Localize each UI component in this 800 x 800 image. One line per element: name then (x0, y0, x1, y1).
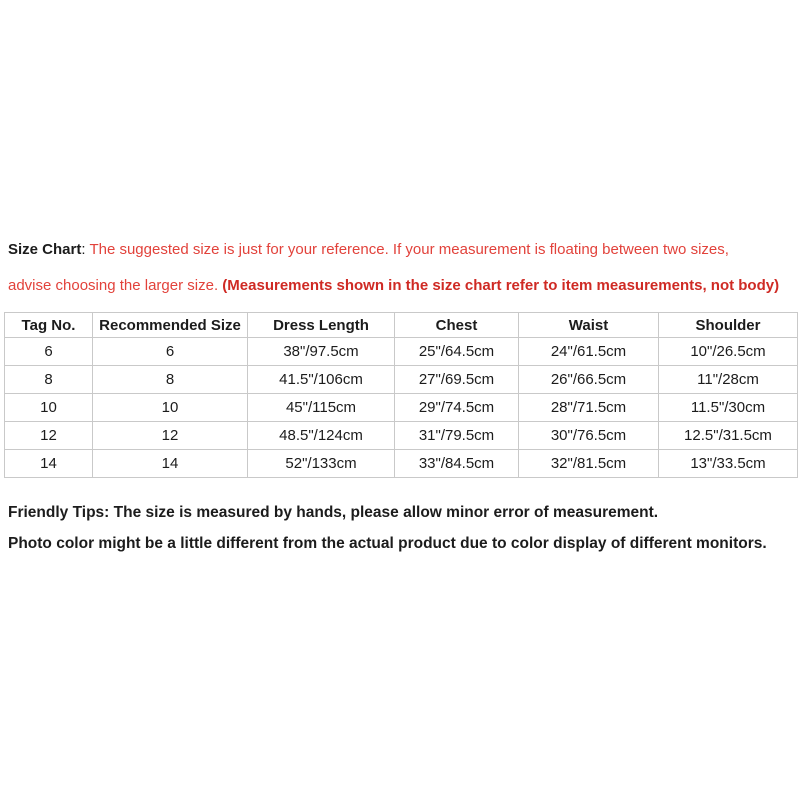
intro-text (8, 232, 796, 304)
column-header: Waist (519, 313, 659, 338)
table-cell: 8 (5, 366, 93, 394)
table-cell: 32"/81.5cm (519, 450, 659, 478)
column-header: Tag No. (5, 313, 93, 338)
table-cell: 41.5"/106cm (248, 366, 395, 394)
friendly-tips (8, 497, 796, 559)
intro-line2-bold: (Measurements shown in the size chart refer to item measurements, not body) (222, 277, 780, 294)
table-cell: 24"/61.5cm (519, 338, 659, 366)
table-cell: 10"/26.5cm (659, 338, 798, 366)
column-header: Chest (395, 313, 519, 338)
table-cell: 48.5"/124cm (248, 422, 395, 450)
table-cell: 45"/115cm (248, 394, 395, 422)
table-cell: 31"/79.5cm (395, 422, 519, 450)
table-cell: 12 (5, 422, 93, 450)
table-cell: 6 (5, 338, 93, 366)
table-cell: 30"/76.5cm (519, 422, 659, 450)
column-header: Shoulder (659, 313, 798, 338)
table-cell: 14 (93, 450, 248, 478)
intro-line2-regular: advise choosing the larger size. (8, 277, 223, 294)
size-chart-table (4, 312, 798, 478)
tips-line1: Friendly Tips: The size is measured by hands, please allow minor error of measurement. (8, 504, 659, 521)
intro-line1: The suggested size is just for your reference. If your measurement is floating between two sizes, (89, 241, 729, 258)
table-row (5, 394, 798, 422)
table-cell: 10 (5, 394, 93, 422)
column-header: Dress Length (248, 313, 395, 338)
table-cell: 11.5"/30cm (659, 394, 798, 422)
table-cell: 25"/64.5cm (395, 338, 519, 366)
table-cell: 8 (93, 366, 248, 394)
table-cell: 28"/71.5cm (519, 394, 659, 422)
table-cell: 14 (5, 450, 93, 478)
table-cell: 10 (93, 394, 248, 422)
table-cell: 11"/28cm (659, 366, 798, 394)
table-cell: 26"/66.5cm (519, 366, 659, 394)
table-cell: 12 (93, 422, 248, 450)
table-row (5, 338, 798, 366)
table-header-row (5, 313, 798, 338)
table-cell: 6 (93, 338, 248, 366)
table-cell: 33"/84.5cm (395, 450, 519, 478)
table-cell: 27"/69.5cm (395, 366, 519, 394)
table-cell: 52"/133cm (248, 450, 395, 478)
table-cell: 13"/33.5cm (659, 450, 798, 478)
tips-line2: Photo color might be a little different from the actual product due to color display of different monitors. (8, 535, 767, 552)
intro-label: Size Chart (8, 241, 82, 258)
table-row (5, 422, 798, 450)
table-row (5, 450, 798, 478)
column-header: Recommended Size (93, 313, 248, 338)
intro-separator: : (81, 241, 90, 258)
table-row (5, 366, 798, 394)
table-cell: 29"/74.5cm (395, 394, 519, 422)
table-cell: 38"/97.5cm (248, 338, 395, 366)
table-cell: 12.5"/31.5cm (659, 422, 798, 450)
